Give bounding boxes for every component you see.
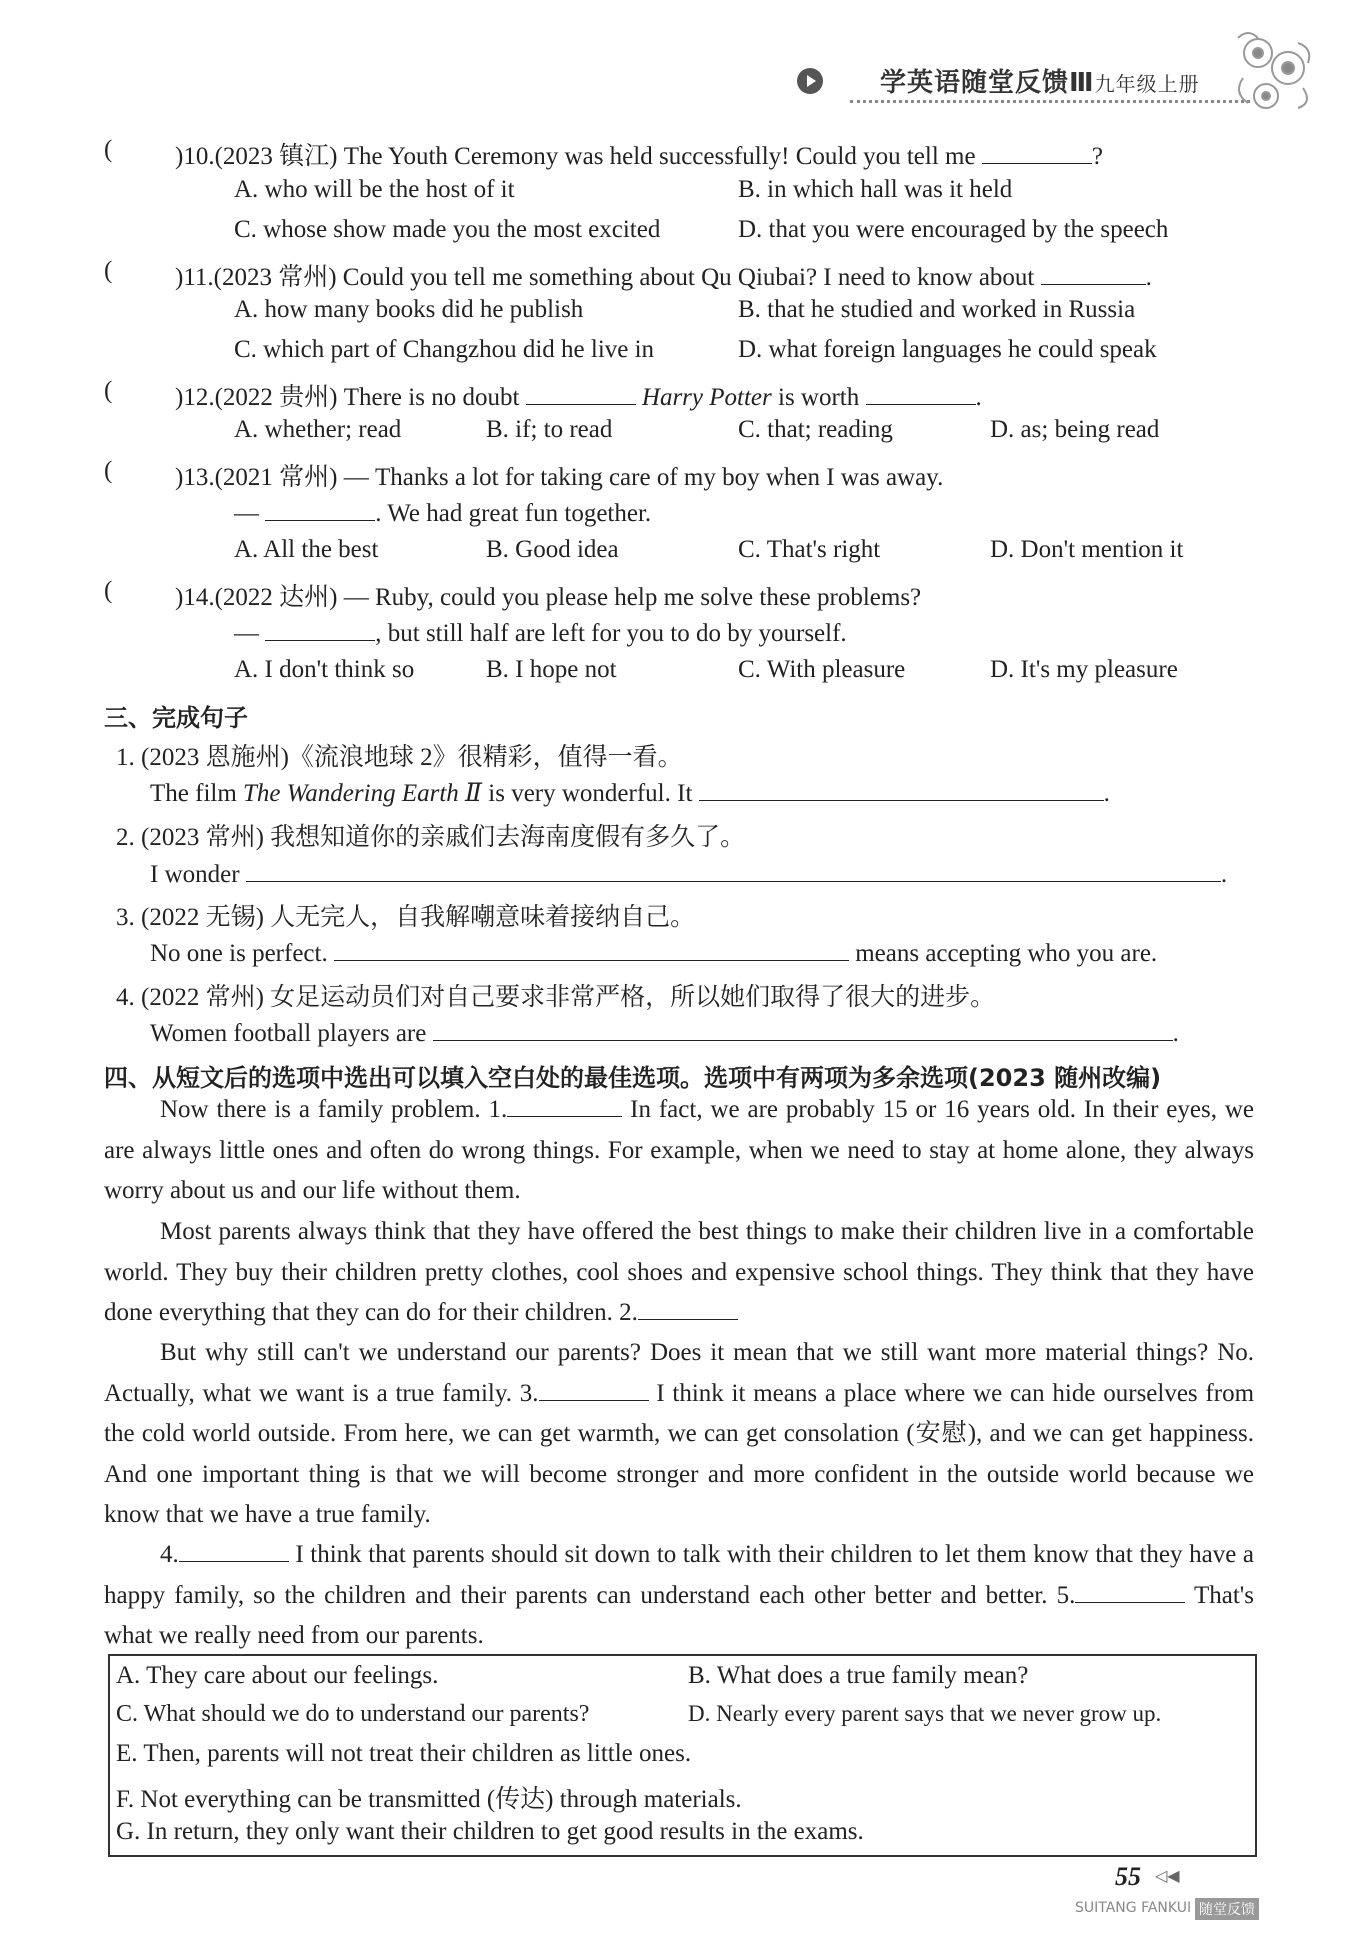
option-d: D. Don't mention it	[990, 536, 1184, 563]
arrow-left-icon: ◁◀	[1155, 1868, 1180, 1885]
passage-blank-5[interactable]	[1075, 1578, 1185, 1603]
question-14: )14.(2022 达州) — Ruby, could you please help me solve these problems?	[175, 584, 922, 611]
option-d: D. what foreign languages he could speak	[738, 336, 1157, 363]
question-11: )11.(2023 常州) Could you tell me something about Qu Qiubai? I need to know about .	[175, 257, 1152, 293]
answer-line[interactable]	[246, 857, 1221, 882]
option-b: B. in which hall was it held	[738, 176, 1013, 203]
option-b: B. if; to read	[486, 416, 613, 443]
page-number: 55	[1115, 1862, 1141, 1891]
option-b: B. Good idea	[486, 536, 619, 563]
answer-paren: (	[104, 257, 113, 284]
passage-blank-1[interactable]	[507, 1092, 622, 1117]
sentence-3-en: No one is perfect. means accepting who you are.	[150, 936, 1157, 968]
answer-blank[interactable]	[982, 139, 1092, 164]
option-d: D. It's my pleasure	[990, 656, 1178, 683]
passage-blank-2[interactable]	[638, 1295, 738, 1320]
answer-paren: (	[104, 377, 113, 404]
sentence-2-en: I wonder .	[150, 857, 1227, 889]
option-a: A. whether; read	[234, 416, 402, 443]
answer-line[interactable]	[699, 776, 1104, 801]
question-14-reply: — , but still half are left for you to do by yourself.	[234, 616, 847, 648]
answer-blank[interactable]	[526, 380, 636, 405]
option-g: G. In return, they only want their children to get good results in the exams.	[116, 1818, 864, 1845]
book-title: 学英语随堂反馈Ⅲ	[880, 68, 1095, 98]
answer-line[interactable]	[334, 936, 849, 961]
passage-paragraph-4: 4. I think that parents should sit down to talk with their children to let them know that they have a happy family, so the children and their parents can understand each other better and better. 5. That's what we really need from our parents.	[104, 1535, 1254, 1657]
option-c: C. With pleasure	[738, 656, 906, 683]
sentence-3-cn: 3. (2022 无锡) 人无完人，自我解嘲意味着接纳自己。	[116, 904, 696, 931]
footer-brand-badge: 随堂反馈	[1195, 1898, 1259, 1920]
option-c: C. What should we do to understand our parents?	[116, 1701, 590, 1727]
option-e: E. Then, parents will not treat their children as little ones.	[116, 1740, 692, 1767]
option-f: F. Not everything can be transmitted (传达) through materials.	[116, 1786, 742, 1813]
option-d: D. as; being read	[990, 416, 1160, 443]
sentence-4-cn: 4. (2022 常州) 女足运动员们对自己要求非常严格，所以她们取得了很大的进步。	[116, 984, 996, 1011]
passage-paragraph-1: Now there is a family problem. 1. In fact, we are probably 15 or 16 years old. In their eyes, we are always little ones and often do wrong things. For example, when we need to stay at home alone, they always worry about us and our life without them.	[104, 1090, 1254, 1212]
footer-brand: SUITANG FANKUI	[1075, 1900, 1192, 1916]
header-title	[880, 62, 1200, 99]
answer-paren: (	[104, 577, 113, 604]
option-b: B. What does a true family mean?	[688, 1662, 1029, 1689]
section-4-title: 四、从短文后的选项中选出可以填入空白处的最佳选项。选项中有两项为多余选项(2023 随州改编)	[104, 1064, 1162, 1092]
header-divider	[850, 100, 1250, 103]
play-icon	[797, 68, 823, 94]
options-box	[108, 1654, 1257, 1857]
book-subtitle: 九年级上册	[1094, 72, 1200, 96]
option-a: A. They care about our feelings.	[116, 1662, 439, 1689]
option-c: C. which part of Changzhou did he live in	[234, 336, 655, 363]
answer-blank[interactable]	[265, 496, 375, 521]
question-12: )12.(2022 贵州) There is no doubt Harry Potter is worth .	[175, 377, 982, 413]
answer-line[interactable]	[433, 1016, 1173, 1041]
option-c: C. whose show made you the most excited	[234, 216, 661, 243]
passage-paragraph-3: But why still can't we understand our parents? Does it mean that we still want more material things? No. Actually, what we want is a true family. 3. I think it means a place where we can hide ourselves from the cold world outside. From here, we can get warmth, we can get consolation (安慰), and we can get happiness. And one important thing is that we will become stronger and more confident in the outside world because we know that we have a true family.	[104, 1339, 1255, 1528]
answer-paren: (	[104, 136, 113, 163]
passage-blank-3[interactable]	[539, 1376, 649, 1401]
section-3-title: 三、完成句子	[104, 704, 248, 732]
question-13-reply: — . We had great fun together.	[234, 496, 651, 528]
sentence-1-en: The film The Wandering Earth Ⅱ is very wonderful. It .	[150, 776, 1110, 808]
answer-blank[interactable]	[1041, 260, 1146, 285]
option-a: A. All the best	[234, 536, 379, 563]
question-13: )13.(2021 常州) — Thanks a lot for taking care of my boy when I was away.	[175, 464, 944, 491]
answer-paren: (	[104, 457, 113, 484]
sentence-1-cn: 1. (2023 恩施州)《流浪地球 2》很精彩，值得一看。	[116, 744, 683, 771]
answer-blank[interactable]	[866, 380, 976, 405]
option-b: B. that he studied and worked in Russia	[738, 296, 1136, 323]
option-a: A. who will be the host of it	[234, 176, 515, 203]
flower-decoration-icon	[1218, 18, 1328, 128]
sentence-2-cn: 2. (2023 常州) 我想知道你的亲戚们去海南度假有多久了。	[116, 824, 746, 851]
passage-blank-4[interactable]	[179, 1537, 289, 1562]
option-d: D. that you were encouraged by the speech	[738, 216, 1169, 243]
passage-paragraph-2: Most parents always think that they have offered the best things to make their children live in a comfortable world. They buy their children pretty clothes, cool shoes and expensive school things. They think that they have done everything that they can do for their children. 2.	[104, 1218, 1254, 1326]
option-d: D. Nearly every parent says that we never grow up.	[688, 1701, 1162, 1726]
option-c: C. That's right	[738, 536, 881, 563]
option-a: A. how many books did he publish	[234, 296, 584, 323]
question-10: )10.(2023 镇江) The Youth Ceremony was held successfully! Could you tell me ?	[175, 136, 1103, 172]
sentence-4-en: Women football players are .	[150, 1016, 1179, 1048]
answer-blank[interactable]	[265, 616, 375, 641]
option-b: B. I hope not	[486, 656, 617, 683]
option-a: A. I don't think so	[234, 656, 415, 683]
option-c: C. that; reading	[738, 416, 893, 443]
